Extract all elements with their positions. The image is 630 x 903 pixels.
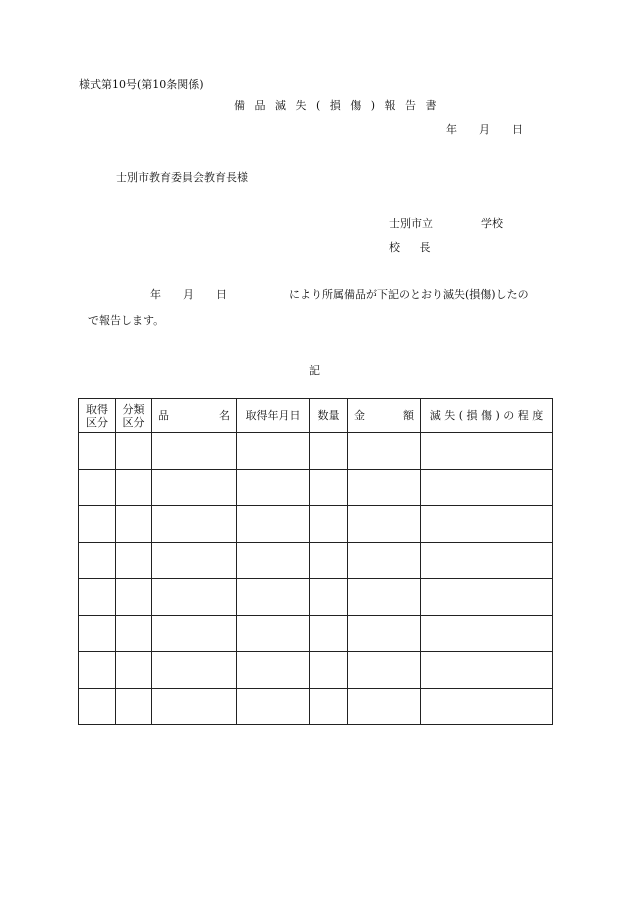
header-damage-extent: 滅 失 ( 損 傷 ) の 程 度: [421, 399, 553, 433]
form-number: 様式第10号(第10条関係): [79, 78, 204, 91]
cell-amount: [348, 652, 421, 689]
table-row: [79, 652, 553, 689]
table-row: [79, 615, 553, 652]
cell-acquisition-date: [237, 469, 310, 506]
cell-quantity: [310, 615, 348, 652]
cell-amount: [348, 542, 421, 579]
cell-acquisition-category: [79, 469, 116, 506]
cell-classification: [116, 506, 152, 543]
cell-quantity: [310, 579, 348, 616]
header-item-name-left: 品: [158, 409, 169, 422]
cell-acquisition-category: [79, 542, 116, 579]
cell-item-name: [152, 469, 237, 506]
cell-amount: [348, 579, 421, 616]
date-month: 月: [479, 123, 490, 136]
cell-acquisition-date: [237, 688, 310, 725]
table-body: [79, 433, 553, 725]
cell-classification: [116, 615, 152, 652]
damaged-items-table: [78, 398, 553, 725]
cell-damage-extent: [421, 542, 553, 579]
cell-acquisition-date: [237, 652, 310, 689]
header-classification-line-1: 分類: [122, 402, 145, 416]
table-header-row: [79, 399, 553, 433]
cell-amount: [348, 615, 421, 652]
cell-quantity: [310, 652, 348, 689]
cell-acquisition-category: [79, 652, 116, 689]
cell-acquisition-category: [79, 506, 116, 543]
date-year: 年: [446, 123, 457, 136]
cell-quantity: [310, 688, 348, 725]
cell-item-name: [152, 579, 237, 616]
header-quantity: 数量: [310, 399, 348, 433]
report-date: [446, 124, 523, 135]
sender-principal: 校 長: [389, 241, 439, 254]
addressee: 士別市教育委員会教育長様: [116, 171, 248, 184]
cell-amount: [348, 688, 421, 725]
cell-acquisition-category: [79, 615, 116, 652]
cell-classification: [116, 542, 152, 579]
cell-damage-extent: [421, 506, 553, 543]
header-acquisition-date: 取得年月日: [237, 399, 310, 433]
cell-item-name: [152, 542, 237, 579]
table-row: [79, 688, 553, 725]
cell-damage-extent: [421, 469, 553, 506]
cell-amount: [348, 433, 421, 470]
body-day: 日: [216, 288, 227, 301]
school-suffix: 学校: [481, 217, 503, 230]
header-item-name: [152, 399, 237, 433]
cell-item-name: [152, 506, 237, 543]
cell-acquisition-category: [79, 433, 116, 470]
cell-acquisition-date: [237, 615, 310, 652]
cell-amount: [348, 469, 421, 506]
table-row: [79, 469, 553, 506]
cell-amount: [348, 506, 421, 543]
header-acquisition-category-line-1: 取得: [86, 402, 108, 416]
table-row: [79, 579, 553, 616]
cell-classification: [116, 433, 152, 470]
cell-quantity: [310, 433, 348, 470]
cell-damage-extent: [421, 652, 553, 689]
cell-acquisition-date: [237, 506, 310, 543]
header-acquisition-category: [79, 399, 116, 433]
cell-item-name: [152, 652, 237, 689]
cell-classification: [116, 579, 152, 616]
document-title: 備 品 滅 失 ( 損 傷 ) 報 告 書: [234, 99, 440, 112]
body-month: 月: [183, 288, 194, 301]
body-text-line-1: [150, 289, 529, 300]
header-amount: [348, 399, 421, 433]
cell-acquisition-category: [79, 579, 116, 616]
cell-quantity: [310, 506, 348, 543]
table-row: [79, 506, 553, 543]
record-mark: 記: [309, 364, 320, 377]
cell-acquisition-category: [79, 688, 116, 725]
header-classification-line-2: 区分: [122, 415, 145, 429]
date-day: 日: [512, 123, 523, 136]
cell-classification: [116, 652, 152, 689]
header-classification: [116, 399, 152, 433]
cell-quantity: [310, 542, 348, 579]
header-acquisition-category-line-2: 区分: [86, 415, 108, 429]
body-line1-rest: により所属備品が下記のとおり滅失(損傷)したの: [289, 288, 529, 301]
header-item-name-right: 名: [219, 409, 230, 422]
school-prefix: 士別市立: [389, 217, 433, 230]
cell-quantity: [310, 469, 348, 506]
body-text-line-2: で報告します。: [88, 314, 165, 327]
cell-classification: [116, 688, 152, 725]
cell-item-name: [152, 615, 237, 652]
cell-acquisition-date: [237, 542, 310, 579]
table-row: [79, 542, 553, 579]
cell-damage-extent: [421, 688, 553, 725]
cell-damage-extent: [421, 433, 553, 470]
cell-classification: [116, 469, 152, 506]
sender-school: [389, 218, 503, 229]
header-amount-right: 額: [403, 409, 414, 422]
cell-item-name: [152, 688, 237, 725]
header-amount-left: 金: [354, 409, 365, 422]
table-row: [79, 433, 553, 470]
body-year: 年: [150, 288, 161, 301]
cell-item-name: [152, 433, 237, 470]
cell-damage-extent: [421, 579, 553, 616]
cell-damage-extent: [421, 615, 553, 652]
cell-acquisition-date: [237, 579, 310, 616]
cell-acquisition-date: [237, 433, 310, 470]
